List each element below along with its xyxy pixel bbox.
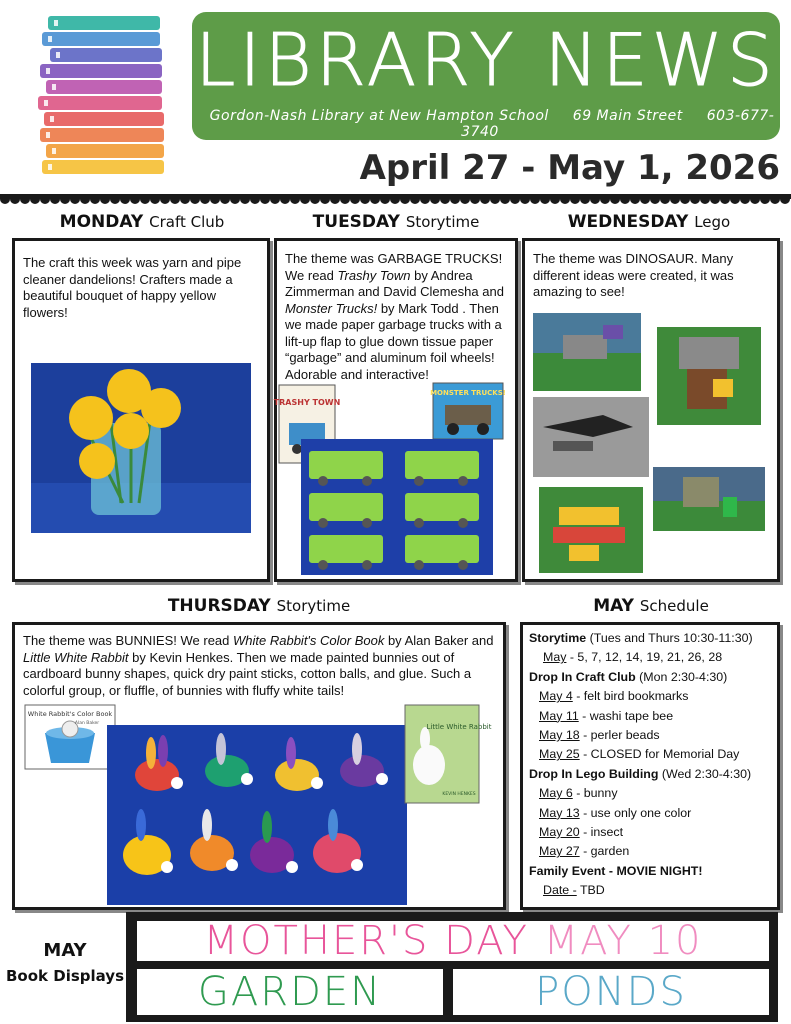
schedule-box (520, 622, 780, 910)
tuesday-text-part: by Mark Todd . Then we made paper garbage trucks with a lift-up flap to glue down tissue paper “garbage” and aluminum foil wheels! Adorable and interactive! (285, 300, 502, 382)
craft-time: (Mon 2:30-4:30) (635, 669, 728, 684)
cover-title: Little White Rabbit (426, 723, 492, 731)
thursday-text-part: The theme was BUNNIES! We read (23, 633, 234, 648)
book-displays-label (6, 940, 124, 985)
craft-date: May 11 (539, 708, 579, 723)
wednesday-day: WEDNESDAY (567, 212, 689, 232)
tuesday-text-part: by Andrea Zimmerman and David Clemesha and (285, 267, 504, 299)
garden-display (134, 966, 446, 1018)
tuesday-event: Storytime (405, 213, 480, 231)
family-event-row (529, 862, 777, 881)
lego-desc: - garden (579, 844, 630, 859)
garden-text: GARDEN (197, 969, 383, 1015)
monday-text: The craft this week was yarn and pipe cleaner dandelions! Crafters made a beautiful bouquet of happy yellow flowers! (23, 255, 242, 320)
thursday-text-part: by Kevin Henkes. Then we made painted bunnies out of cardboard bunny shapes, quick dry paint sticks, cotton balls, and glue. Such a colorful group, or fluffle, of bunnies with fluffy white tails! (23, 649, 472, 698)
tuesday-box (274, 238, 518, 582)
craft-item (529, 745, 777, 764)
lego-time: (Wed 2:30-4:30) (658, 766, 752, 781)
family-date-row (529, 881, 777, 900)
thursday-text-part: by Alan Baker and (384, 633, 494, 648)
little-white-rabbit-cover (405, 705, 492, 803)
craft-desc: - perler beads (579, 728, 660, 743)
thursday-heading (12, 596, 506, 616)
book-title-little-white-rabbit: Little White Rabbit (23, 649, 129, 665)
lego-item (529, 784, 777, 803)
thursday-day: THURSDAY (167, 596, 271, 616)
lego-date: May 20 (539, 825, 580, 840)
craft-date: May 25 (539, 747, 580, 762)
trashy-town-cover-title: TRASHY TOWN (273, 398, 341, 407)
library-address: 69 Main Street (572, 108, 683, 124)
book-title-trashy-town: Trashy Town (337, 267, 411, 283)
monday-heading (14, 212, 270, 232)
dandelion-craft-photo (31, 363, 251, 533)
storytime-time: (Tues and Thurs 10:30-11:30) (586, 631, 753, 645)
craft-row (529, 668, 777, 687)
thursday-box (12, 622, 506, 910)
tuesday-day: TUESDAY (312, 212, 400, 232)
craft-date: May 18 (539, 728, 580, 743)
monday-event: Craft Club (149, 213, 225, 231)
cover-author: KEVIN HENKES (442, 792, 476, 797)
lego-dinosaur-photo-2 (657, 327, 761, 425)
family-date: TBD (576, 883, 605, 898)
lego-desc: - use only one color (579, 805, 692, 820)
lego-item (529, 842, 777, 861)
craft-date: May 4 (539, 689, 573, 704)
library-name: Gordon-Nash Library at New Hampton School (209, 108, 549, 124)
cover-author: Alan Baker (74, 721, 100, 726)
lego-dinosaur-photo-1 (533, 313, 641, 391)
thursday-event: Storytime (276, 597, 351, 615)
schedule-month: MAY (593, 596, 634, 616)
ponds-text: PONDS (535, 969, 687, 1015)
monster-trucks-cover (430, 383, 506, 439)
ponds-display (450, 966, 772, 1018)
lego-item (529, 823, 777, 842)
lego-row (529, 765, 777, 784)
craft-label: Drop In Craft Club (529, 669, 636, 684)
cover-title: White Rabbit's Color Book (27, 710, 113, 718)
storytime-row (529, 629, 777, 648)
garbage-trucks-craft-photo (301, 439, 493, 575)
craft-item (529, 707, 777, 726)
wednesday-box (522, 238, 780, 582)
lego-date: May 27 (539, 844, 580, 859)
monster-trucks-cover-title: MONSTER TRUCKS! (430, 389, 506, 397)
family-date-label: Date - (543, 883, 577, 898)
lego-date: May 13 (539, 805, 580, 820)
week-dates: April 27 - May 1, 2026 (359, 148, 780, 188)
lego-label: Drop In Lego Building (529, 766, 659, 781)
craft-desc: - washi tape bee (578, 708, 674, 723)
storytime-label: Storytime (529, 631, 587, 645)
wednesday-event: Lego (694, 213, 731, 231)
lego-date: May 6 (539, 786, 573, 801)
tuesday-text (285, 251, 515, 383)
library-info (192, 108, 780, 140)
painted-bunnies-craft-photo (107, 725, 407, 905)
lego-dinosaur-photo-3 (533, 397, 649, 477)
wednesday-text: The theme was DINOSAUR. Many different ideas were created, it was amazing to see! (533, 251, 734, 299)
lego-desc: - bunny (572, 786, 618, 801)
scalloped-divider (0, 194, 791, 204)
title-banner (192, 12, 780, 140)
monday-day: MONDAY (59, 212, 144, 232)
thursday-text (23, 633, 499, 699)
monday-box (12, 238, 270, 582)
storytime-dates: - 5, 7, 12, 14, 19, 21, 26, 28 (566, 650, 723, 665)
storytime-month: May (543, 650, 567, 665)
tuesday-heading (276, 212, 516, 232)
wednesday-heading (522, 212, 776, 232)
craft-item (529, 726, 777, 745)
book-title-monster-trucks: Monster Trucks! (285, 300, 378, 316)
lego-dinosaur-photo-4 (653, 467, 765, 531)
book-stack-illustration (30, 12, 180, 182)
library-phone: 603-677-3740 (461, 108, 775, 140)
newsletter-title: LIBRARY NEWS (195, 18, 777, 102)
craft-desc: - felt bird bookmarks (572, 689, 689, 704)
lego-desc: - insect (579, 825, 624, 840)
book-displays-title: Book Displays (6, 967, 125, 985)
schedule-heading (522, 596, 780, 616)
schedule-word: Schedule (639, 597, 709, 615)
craft-desc: - CLOSED for Memorial Day (579, 747, 740, 762)
storytime-dates-row (529, 648, 777, 667)
tuesday-text-part: The theme was GARBAGE TRUCKS! We read (285, 251, 503, 283)
mothers-day-display (134, 918, 772, 964)
book-title-white-rabbits-color-book: White Rabbit's Color Book (233, 633, 385, 648)
mothers-day-text: MOTHER'S DAY MAY 10 (203, 918, 703, 964)
book-displays-month: MAY (43, 940, 87, 961)
white-rabbits-color-book-cover (25, 705, 115, 769)
craft-item (529, 687, 777, 706)
lego-item (529, 804, 777, 823)
lego-dinosaur-photo-5 (539, 487, 643, 573)
family-event-label: Family Event - MOVIE NIGHT! (529, 863, 703, 878)
